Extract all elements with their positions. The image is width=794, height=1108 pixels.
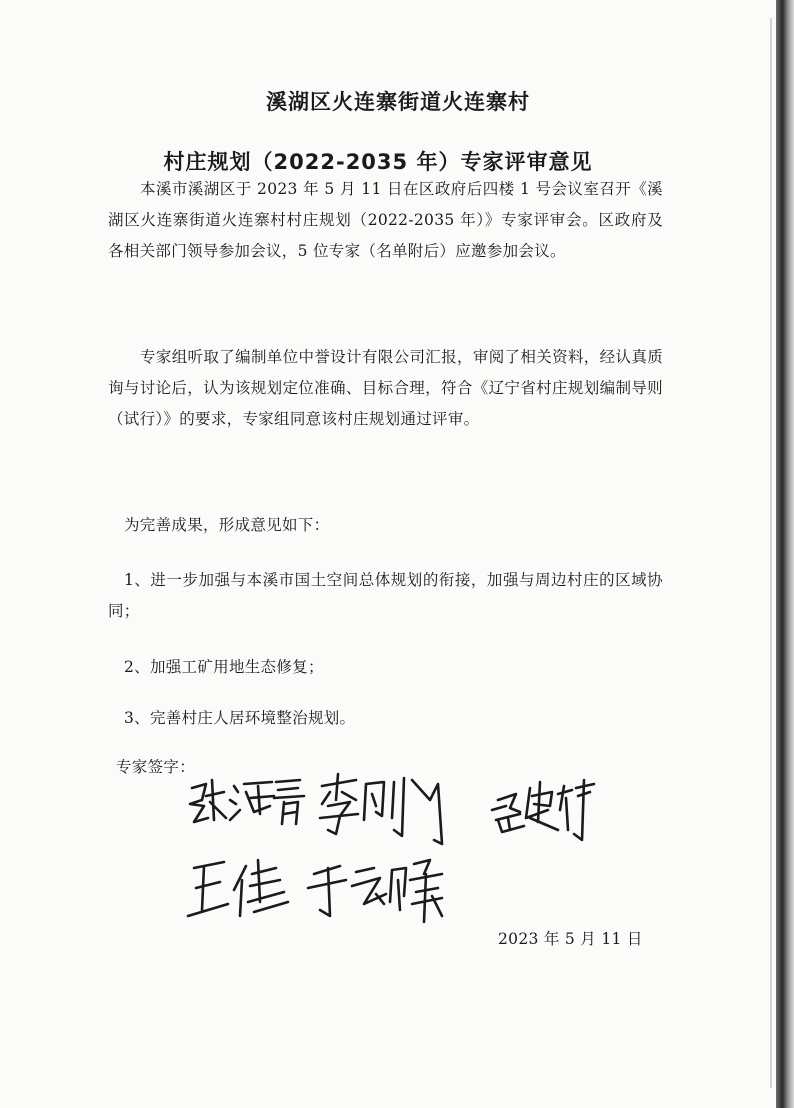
page-edge-shadow xyxy=(770,18,772,1088)
opinion-item-1: 1、进一步加强与本溪市国土空间总体规划的衔接，加强与周边村庄的区域协同； xyxy=(108,571,663,620)
signature-5 xyxy=(308,860,442,922)
opinion-item-3: 3、完善村庄人居环境整治规划。 xyxy=(124,709,356,727)
signature-1 xyxy=(190,780,304,824)
scanner-edge-shadow xyxy=(776,0,794,1108)
opinion-item-2: 2、加强工矿用地生态修复； xyxy=(124,658,324,676)
paragraph-review-conclusion: 专家组听取了编制单位中誉设计有限公司汇报，审阅了相关资料，经认真质询与讨论后，认为该规划定位准确、目标合理，符合《辽宁省村庄规划编制导则（试行）》的要求，专家组同意该村庄规划通过评审。 xyxy=(108,348,663,428)
expert-signatures xyxy=(180,770,620,930)
signature-2 xyxy=(320,774,442,844)
handwritten-signatures-image xyxy=(180,770,620,930)
document-title-line-1: 溪湖区火连寨街道火连寨村 xyxy=(266,90,530,114)
signature-4 xyxy=(188,860,288,916)
document-title-line-2: 村庄规划（2022-2035 年）专家评审意见 xyxy=(163,150,593,174)
paragraph-meeting-info: 本溪市溪湖区于 2023 年 5 月 11 日在区政府后四楼 1 号会议室召开《溪湖区火连寨街道火连寨村村庄规划（2022-2035 年）》专家评审会。区政府及各相关部门领导参加会议，5 位专家（名单附后）应邀参加会议。 xyxy=(108,180,663,260)
signature-label: 专家签字： xyxy=(116,758,196,776)
signature-3 xyxy=(492,780,594,840)
document-date: 2023 年 5 月 11 日 xyxy=(498,930,643,948)
paragraph-opinions-intro: 为完善成果，形成意见如下： xyxy=(124,516,330,534)
